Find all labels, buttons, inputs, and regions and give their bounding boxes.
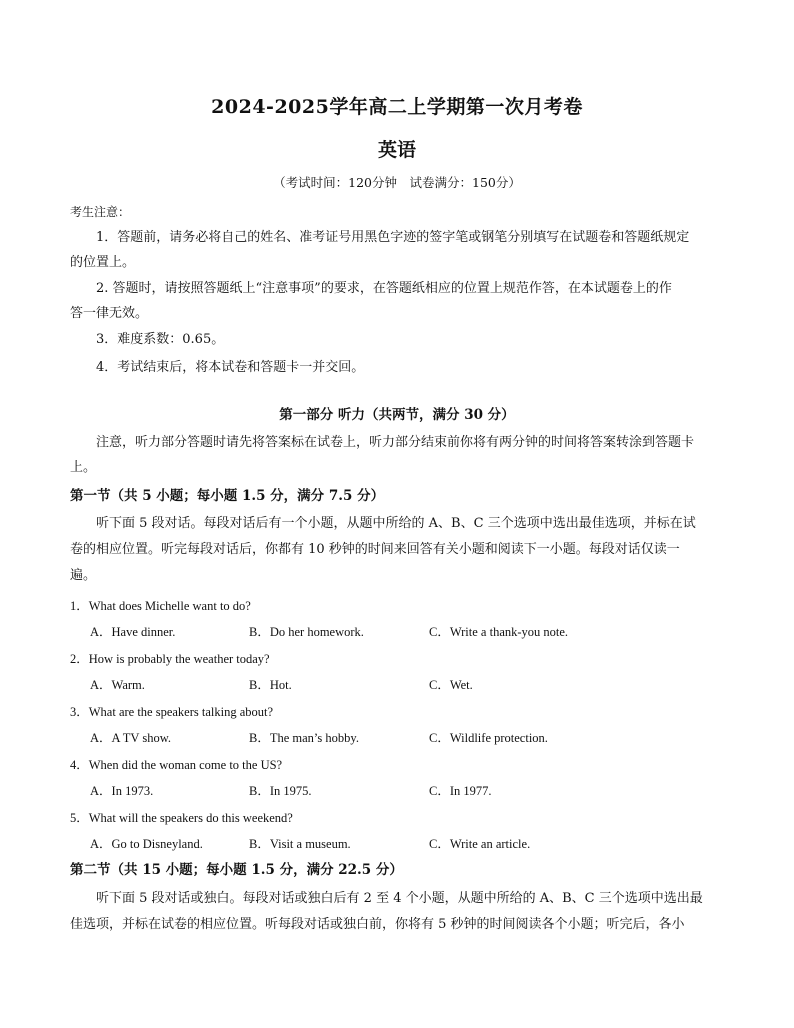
q2-option-b: B．Hot. <box>249 678 292 692</box>
question-3: 3．What are the speakers talking about? <box>70 705 274 719</box>
notice-item-2-cont: 答一律无效。 <box>70 306 149 321</box>
q5-option-c: C．Write an article. <box>429 837 531 851</box>
q3-option-b: B．The man’s hobby. <box>249 731 359 745</box>
section1-instr-line3: 遍。 <box>70 568 97 583</box>
part1-note-line2: 上。 <box>70 460 97 475</box>
notice-item-2: 2. 答题时，请按照答题纸上“注意事项”的要求，在答题纸相应的位置上规范作答，在本试题卷上的作 <box>96 281 672 296</box>
question-2: 2．How is probably the weather today? <box>70 652 270 666</box>
q4-option-a: A．In 1973. <box>90 784 154 798</box>
q2-option-a: A．Warm. <box>90 678 145 692</box>
section1-instr-line1: 听下面 5 段对话。每段对话后有一个小题，从题中所给的 A、B、C 三个选项中选出最佳选项，并标在试 <box>96 516 696 531</box>
subject-title: 英语 <box>377 139 416 161</box>
q3-option-a: A．A TV show. <box>90 731 172 745</box>
part1-note-line1: 注意，听力部分答题时请先将答案标在试卷上，听力部分结束前你将有两分钟的时间将答案转涂到答题卡 <box>96 435 695 450</box>
section2-instr-line1: 听下面 5 段对话或独白。每段对话或独白后有 2 至 4 个小题，从题中所给的 A、B、C 三个选项中选出最 <box>96 891 703 906</box>
q3-option-c: C．Wildlife protection. <box>429 731 548 745</box>
notice-item-3: 3．难度系数：0.65。 <box>96 332 225 347</box>
question-1: 1．What does Michelle want to do? <box>70 599 251 613</box>
question-4: 4．When did the woman come to the US? <box>70 758 283 772</box>
q2-option-c: C．Wet. <box>429 678 473 692</box>
q5-option-b: B．Visit a museum. <box>249 837 351 851</box>
notice-item-1-cont: 的位置上。 <box>70 255 136 270</box>
q1-option-c: C．Write a thank-you note. <box>429 625 569 639</box>
section2-heading: 第二节（共 15 小题；每小题 1.5 分，满分 22.5 分） <box>70 862 403 878</box>
question-5: 5．What will the speakers do this weekend? <box>70 811 293 825</box>
exam-title: 2024-2025学年高二上学期第一次月考卷 <box>211 96 583 118</box>
q4-option-c: C．In 1977. <box>429 784 492 798</box>
section1-instr-line2: 卷的相应位置。听完每段对话后，你都有 10 秒钟的时间来回答有关小题和阅读下一小题。每段对话仅读一 <box>70 542 680 557</box>
q1-option-a: A．Have dinner. <box>90 625 176 639</box>
notice-item-1: 1．答题前，请务必将自己的姓名、准考证号用黑色字迹的签字笔或钢笔分别填写在试题卷和答题纸规定 <box>96 230 690 245</box>
q5-option-a: A．Go to Disneyland. <box>90 837 203 851</box>
section1-heading: 第一节（共 5 小题；每小题 1.5 分，满分 7.5 分） <box>70 488 385 504</box>
q1-option-b: B．Do her homework. <box>249 625 364 639</box>
q4-option-b: B．In 1975. <box>249 784 312 798</box>
notice-heading: 考生注意： <box>70 205 131 219</box>
notice-item-4: 4．考试结束后，将本试卷和答题卡一并交回。 <box>96 360 365 375</box>
section2-instr-line2: 佳选项，并标在试卷的相应位置。听每段对话或独白前，你将有 5 秒钟的时间阅读各个小题；听完后，各小 <box>70 917 685 932</box>
exam-time-info: （考试时间：120分钟 试卷满分：150分） <box>273 175 521 190</box>
part1-heading: 第一部分 听力（共两节，满分 30 分） <box>279 407 515 423</box>
